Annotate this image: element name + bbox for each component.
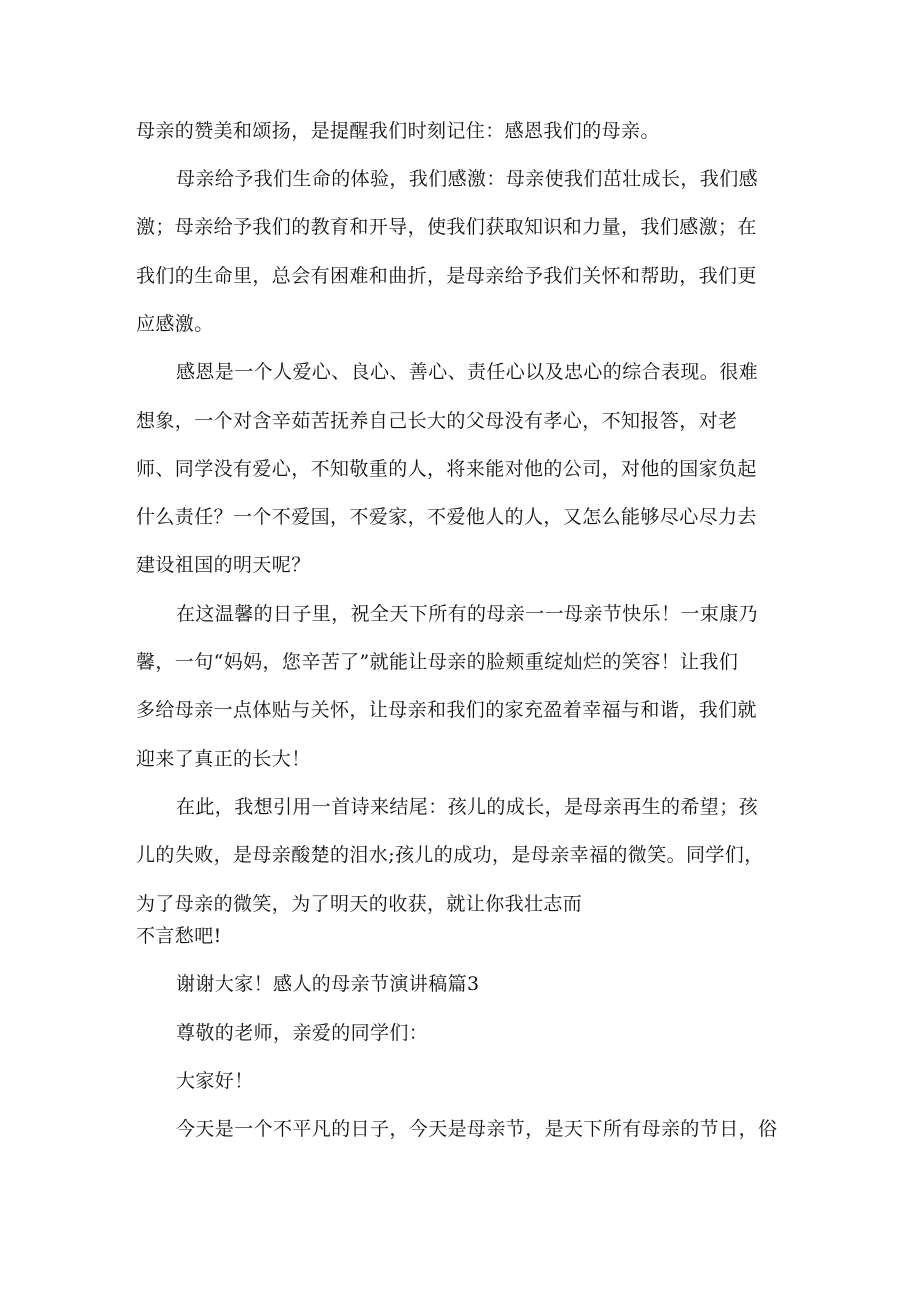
text-line: 母亲给予我们生命的体验，我们感激：母亲使我们茁壮成长，我们感 [176,168,759,190]
text-line: 在这温馨的日子里，祝全天下所有的母亲一一母亲节快乐！一束康乃 [176,603,759,625]
salutation: 尊敬的老师，亲爱的同学们： [176,1022,429,1044]
text-line: 为了母亲的微笑，为了明天的收获，就让你我壮志而 [136,893,583,915]
greeting: 大家好！ [176,1070,254,1092]
text-line: 在此，我想引用一首诗来结尾：孩儿的成长，是母亲再生的希望；孩 [176,796,759,818]
text-line: 不言愁吧! [136,925,222,947]
text-line: 想象，一个对含辛茹苦抚养自己长大的父母没有孝心，不知报答，对老 [136,410,738,432]
text-line: 感恩是一个人爱心、良心、善心、责任心以及忠心的综合表现。很难 [176,361,759,383]
text-line: 今天是一个不平凡的日子，今天是母亲节，是天下所有母亲的节日，俗 [176,1118,778,1140]
text-line: 母亲的赞美和颂扬，是提醒我们时刻记住：感恩我们的母亲。 [136,120,660,142]
text-line: 什么责任？一个不爱国，不爱家，不爱他人的人，又怎么能够尽心尽力去 [136,506,757,528]
text-line: 我们的生命里，总会有困难和曲折，是母亲给予我们关怀和帮助，我们更 [136,265,757,287]
text-line: 馨，一句“妈妈，您辛苦了”就能让母亲的脸颊重绽灿烂的笑容！让我们 [136,651,739,673]
text-line: 应感激。 [136,313,214,335]
text-line: 师、同学没有爱心，不知敬重的人，将来能对他的公司，对他的国家负起 [136,458,757,480]
text-line: 建设祖国的明天呢？ [136,554,311,576]
text-line: 迎来了真正的长大！ [136,748,311,770]
text-line: 儿的失败，是母亲酸楚的泪水;孩儿的成功，是母亲幸福的微笑。同学们， [136,844,764,866]
text-line: 激；母亲给予我们的教育和开导，使我们获取知识和力量，我们感激；在 [136,216,757,238]
text-line: 多给母亲一点体贴与关怀，让母亲和我们的家充盈着幸福与和谐，我们就 [136,699,757,721]
section-heading: 谢谢大家！感人的母亲节演讲稿篇3 [176,973,480,995]
